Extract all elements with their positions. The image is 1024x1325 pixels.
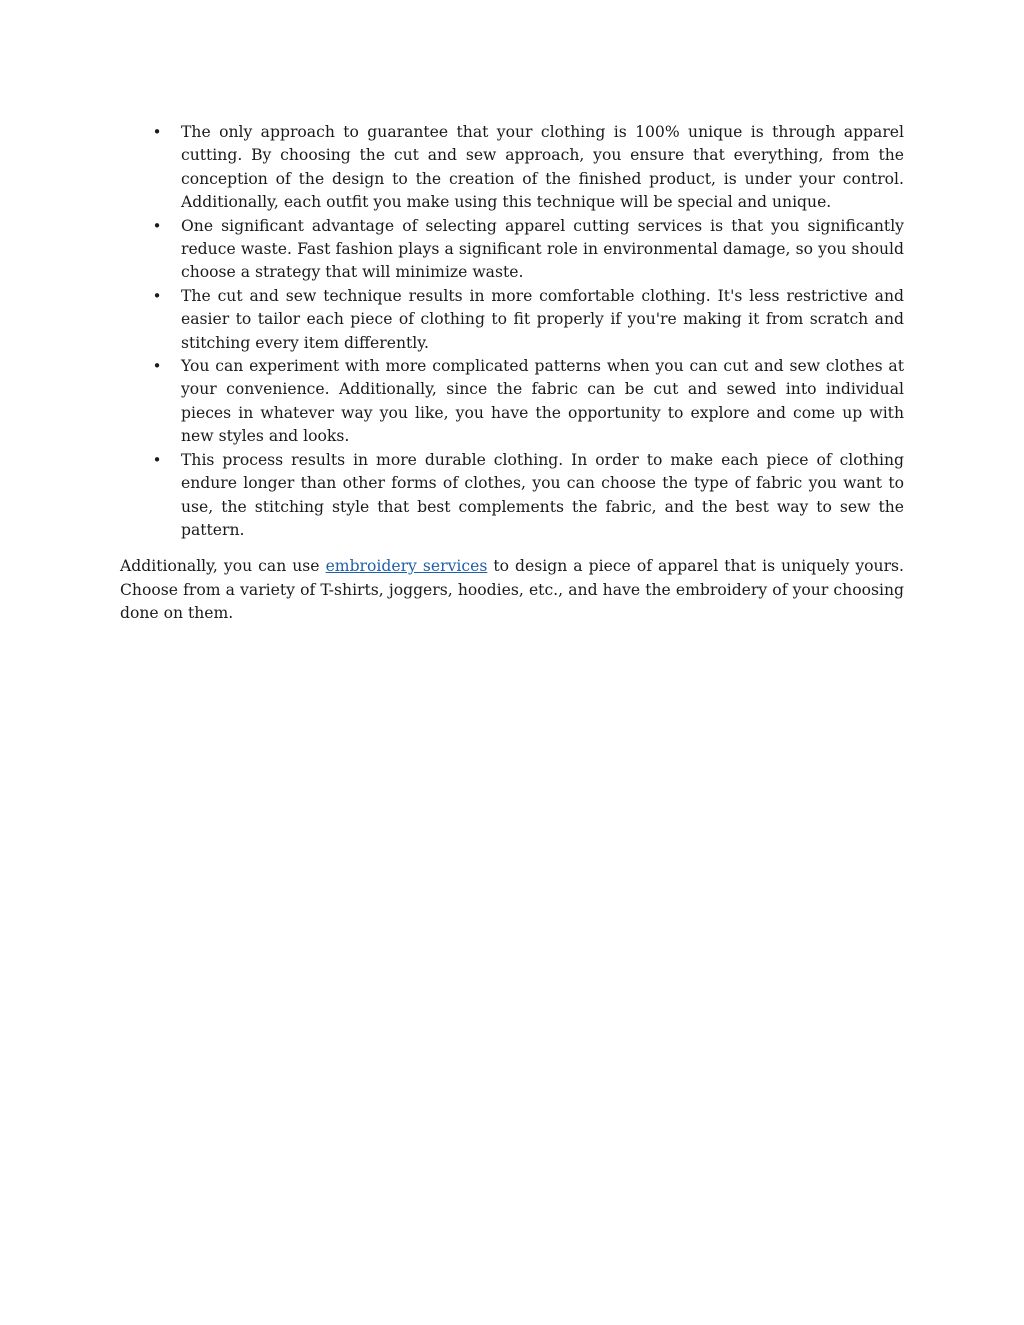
document-body	[120, 121, 904, 626]
bullet-marker: •	[152, 357, 162, 376]
list-item	[120, 121, 904, 215]
bullet-text-comfort: The cut and sew technique results in more comfortable clothing. It's less restrictive and easier to tailor each piece of clothing to fit properly if you're making it from scratch and stitching every item differently.	[181, 286, 904, 352]
bullet-marker: •	[152, 216, 162, 235]
bullet-marker: •	[152, 123, 162, 141]
closing-text-before-link: Additionally, you can use	[120, 557, 326, 576]
list-item	[120, 285, 904, 355]
bullet-marker: •	[152, 450, 162, 469]
bullet-text-waste: One significant advantage of selecting apparel cutting services is that you significantly reduce waste. Fast fashion plays a significant role in environmental damage, so you should choose a strategy that will minimize waste.	[181, 216, 904, 282]
embroidery-services-link[interactable]: embroidery services	[325, 557, 488, 576]
list-item	[120, 215, 904, 285]
bullet-marker: •	[152, 286, 162, 305]
benefits-bullet-list	[120, 121, 904, 542]
bullet-text-durability: This process results in more durable clothing. In order to make each piece of clothing endure longer than other forms of clothes, you can choose the type of fabric you want to use, the stitching style that best complements the fabric, and the best way to sew the pattern.	[181, 450, 904, 539]
list-item	[120, 449, 904, 543]
bullet-text-patterns: You can experiment with more complicated patterns when you can cut and sew clothes at your convenience. Additionally, since the fabric can be cut and sewed into individual pieces in whatever way you like, you have the opportunity to explore and come up with new styles and looks.	[181, 357, 904, 446]
closing-text-after-link: to design a piece of apparel that is uniquely yours. Choose from a variety of T-shirts, joggers, hoodies, etc., and have the embroidery of your choosing done on them.	[120, 557, 904, 623]
closing-paragraph	[120, 555, 904, 625]
list-item	[120, 355, 904, 449]
bullet-text-uniqueness: The only approach to guarantee that your clothing is 100% unique is through apparel cutting. By choosing the cut and sew approach, you ensure that everything, from the conception of the design to the creation of the finished product, is under your control. Additionally, each outfit you make using this technique will be special and unique.	[181, 123, 904, 212]
